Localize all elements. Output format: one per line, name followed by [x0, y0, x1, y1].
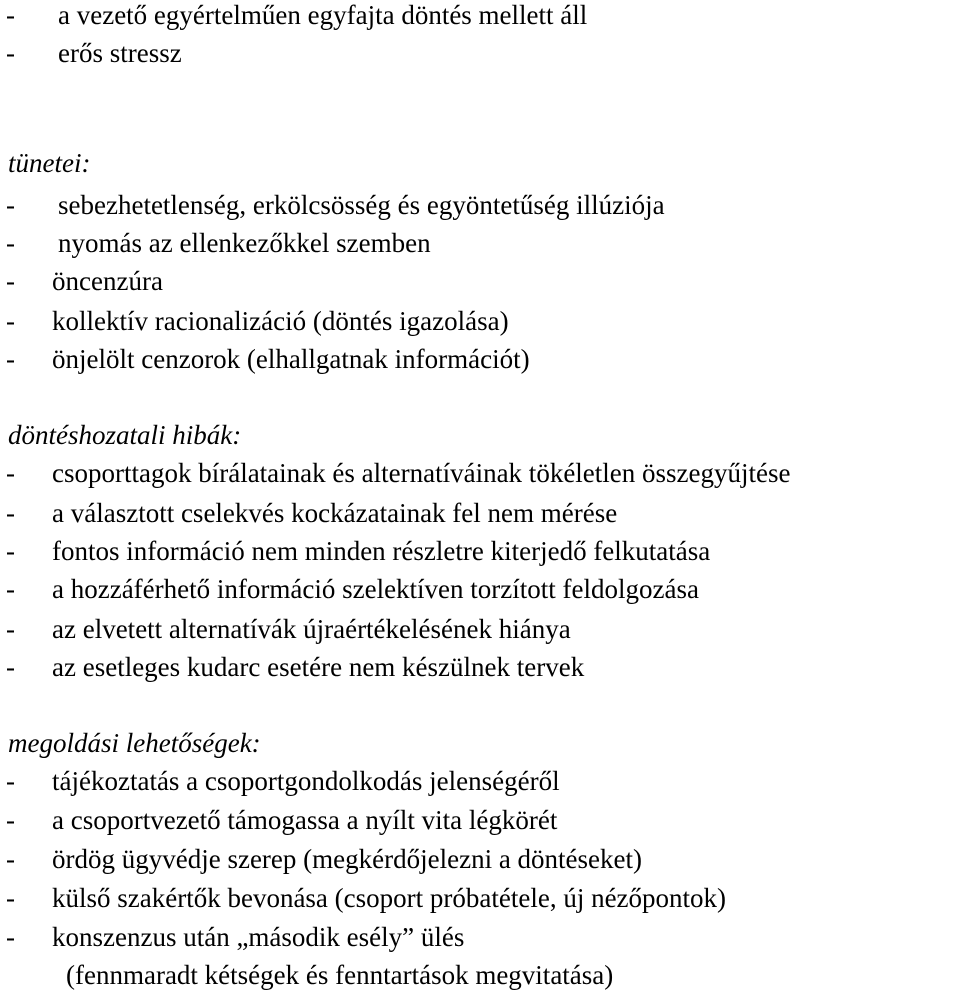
list-item-text: ördög ügyvédje szerep (megkérdőjelezni a döntéseket) [52, 844, 643, 874]
bullet-dash: - [6, 306, 15, 336]
list-item-text: fontos információ nem minden részletre kiterjedő felkutatása [52, 536, 711, 566]
list-item-text: önjelölt cenzorok (elhallgatnak információt) [52, 344, 530, 374]
list-item-text: az esetleges kudarc esetére nem készülnek tervek [52, 652, 585, 682]
bullet-dash: - [6, 266, 15, 296]
bullet-dash: - [6, 228, 15, 258]
bullet-dash: - [6, 805, 15, 835]
bullet-dash: - [6, 498, 15, 528]
list-item-text: a vezető egyértelműen egyfajta döntés mellett áll [58, 0, 588, 30]
list-item-text: csoporttagok bírálatainak és alternatíváinak tökéletlen összegyűjtése [52, 458, 791, 488]
bullet-dash: - [6, 38, 15, 68]
list-item-text: sebezhetetlenség, erkölcsösség és egyöntetűség illúziója [58, 190, 665, 220]
bullet-dash: - [6, 844, 15, 874]
list-item-text: a hozzáférhető információ szelektíven torzított feldolgozása [52, 574, 699, 604]
list-item-text: erős stressz [58, 38, 182, 68]
list-item-text: öncenzúra [52, 266, 163, 296]
list-item-text: konszenzus után „második esély” ülés [52, 922, 465, 952]
section-heading-errors: döntéshozatali hibák: [8, 420, 242, 450]
bullet-dash: - [6, 614, 15, 644]
list-item-text: kollektív racionalizáció (döntés igazolása) [52, 306, 509, 336]
bullet-dash: - [6, 0, 15, 30]
bullet-dash: - [6, 344, 15, 374]
bullet-dash: - [6, 458, 15, 488]
section-heading-symptoms: tünetei: [8, 148, 91, 178]
bullet-dash: - [6, 766, 15, 796]
list-item-text: külső szakértők bevonása (csoport próbatétele, új nézőpontok) [52, 883, 727, 913]
bullet-dash: - [6, 883, 15, 913]
bullet-dash: - [6, 574, 15, 604]
list-item-continuation: (fennmaradt kétségek és fenntartások megvitatása) [66, 960, 614, 990]
list-item-text: a csoportvezető támogassa a nyílt vita légkörét [52, 805, 558, 835]
list-item-text: nyomás az ellenkezőkkel szemben [58, 228, 431, 258]
bullet-dash: - [6, 536, 15, 566]
section-heading-solutions: megoldási lehetőségek: [8, 728, 261, 758]
list-item-text: az elvetett alternatívák újraértékelésének hiánya [52, 614, 571, 644]
list-item-text: a választott cselekvés kockázatainak fel nem mérése [52, 498, 618, 528]
bullet-dash: - [6, 922, 15, 952]
bullet-dash: - [6, 652, 15, 682]
list-item-text: tájékoztatás a csoportgondolkodás jelenségéről [52, 766, 560, 796]
bullet-dash: - [6, 190, 15, 220]
